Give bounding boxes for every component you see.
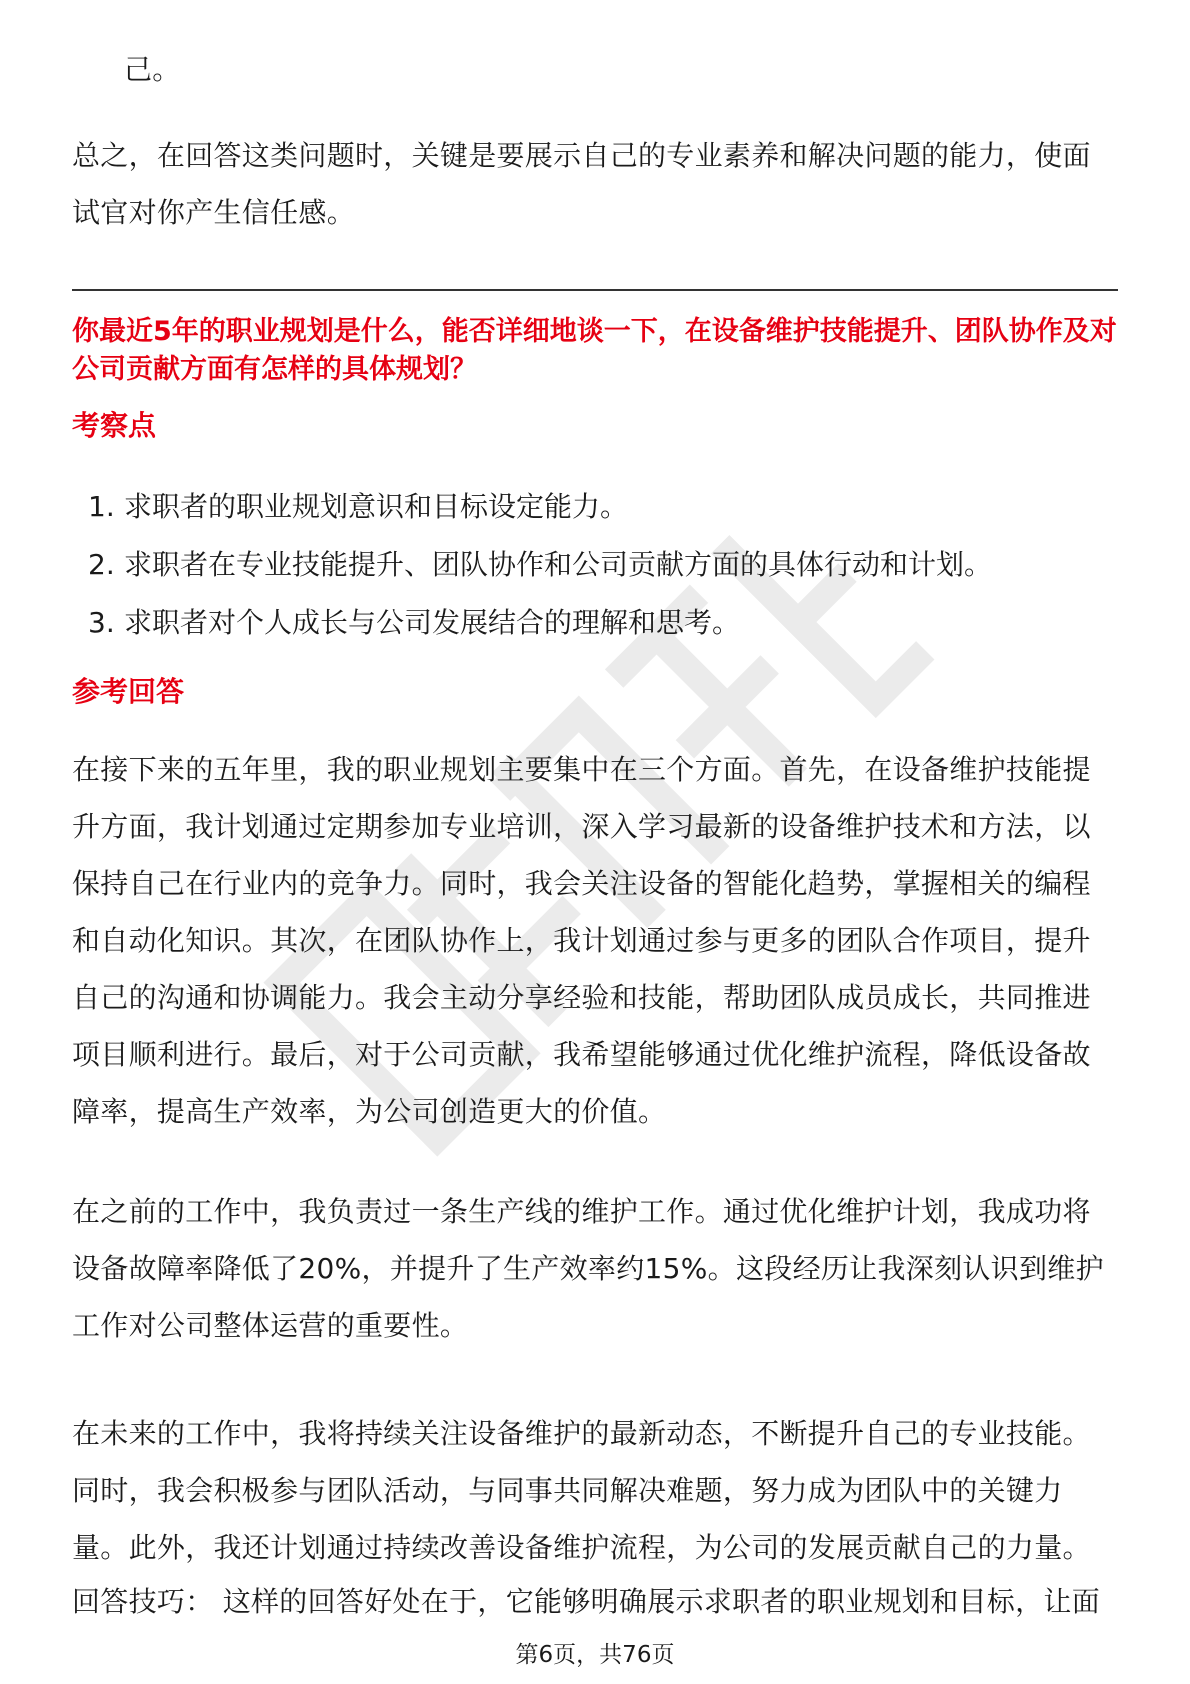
summary-paragraph: 总之，在回答这类问题时，关键是要展示自己的专业素养和解决问题的能力，使面试官对你产生信任感。 <box>72 139 1091 229</box>
list-number: 3. <box>88 606 115 639</box>
list-item-text: 求职者对个人成长与公司发展结合的理解和思考。 <box>124 606 741 639</box>
list-number: 1. <box>88 490 115 523</box>
tips-paragraph: 回答技巧： 这样的回答好处在于，它能够明确展示求职者的职业规划和目标，让面 <box>72 1585 1101 1618</box>
section-title-points: 考察点 <box>72 409 157 442</box>
list-number: 2. <box>88 548 115 581</box>
question-heading: 你最近5年的职业规划是什么，能否详细地谈一下，在设备维护技能提升、团队协作及对公司贡献方面有怎样的具体规划？ <box>72 316 1117 385</box>
list-item <box>72 478 1118 536</box>
list-item <box>72 594 1118 652</box>
section-title-answer: 参考回答 <box>72 675 185 708</box>
answer-paragraph: 在未来的工作中，我将持续关注设备维护的最新动态，不断提升自己的专业技能。同时，我会积极参与团队活动，与同事共同解决难题，努力成为团队中的关键力量。此外，我还计划通过持续改善设备维护流程，为公司的发展贡献自己的力量。 <box>72 1417 1091 1564</box>
list-item-text: 求职者在专业技能提升、团队协作和公司贡献方面的具体行动和计划。 <box>124 548 993 581</box>
answer-paragraph: 在接下来的五年里，我的职业规划主要集中在三个方面。首先，在设备维护技能提升方面，我计划通过定期参加专业培训，深入学习最新的设备维护技术和方法，以保持自己在行业内的竞争力。同时，我会关注设备的智能化趋势，掌握相关的编程和自动化知识。其次，在团队协作上，我计划通过参与更多的团队合作项目，提升自己的沟通和协调能力。我会主动分享经验和技能，帮助团队成员成长，共同推进项目顺利进行。最后，对于公司贡献，我希望能够通过优化维护流程，降低设备故障率，提高生产效率，为公司创造更大的价值。 <box>72 753 1091 1128</box>
points-list <box>72 478 1118 652</box>
section-divider <box>72 289 1118 291</box>
continued-text: 己。 <box>124 53 181 86</box>
list-item <box>72 536 1118 594</box>
list-item-text: 求职者的职业规划意识和目标设定能力。 <box>124 490 629 523</box>
answer-paragraph: 在之前的工作中，我负责过一条生产线的维护工作。通过优化维护计划，我成功将设备故障率降低了20%，并提升了生产效率约15%。这段经历让我深刻认识到维护工作对公司整体运营的重要性。 <box>72 1195 1104 1342</box>
page-footer: 第6页，共76页 <box>515 1642 675 1668</box>
